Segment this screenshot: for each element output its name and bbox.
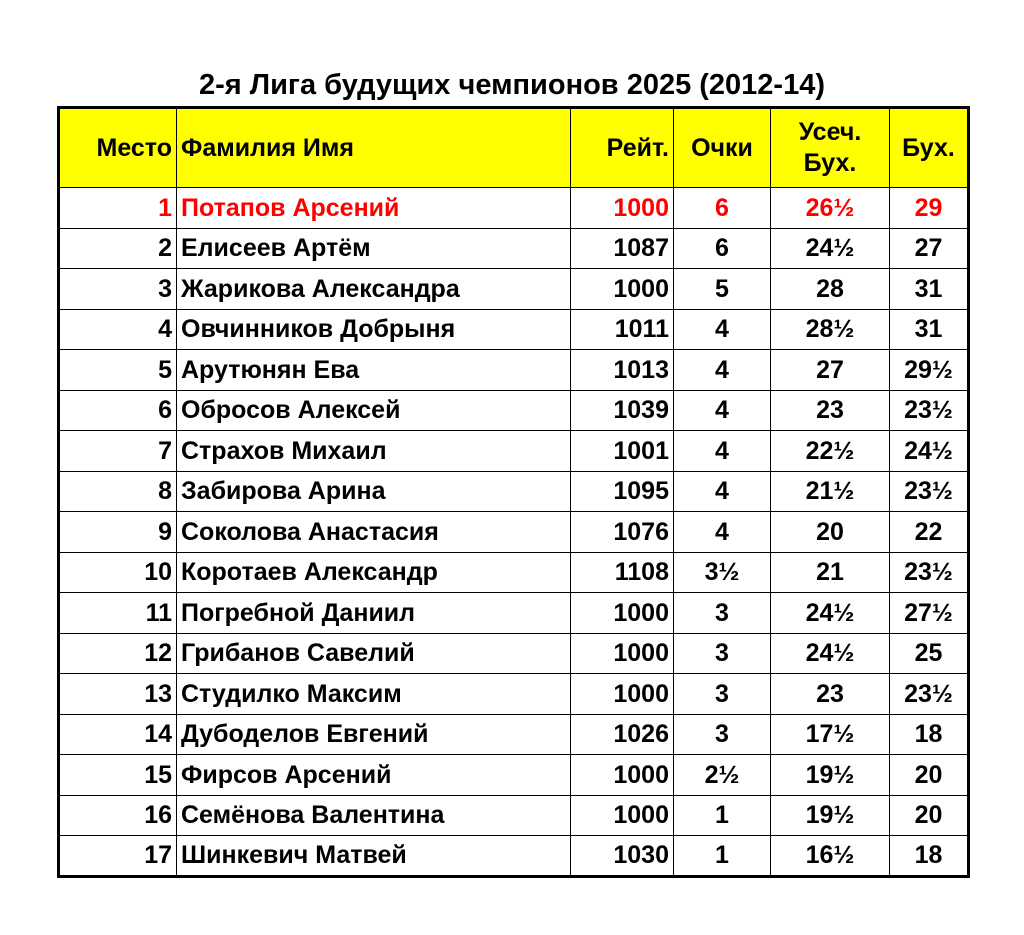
cell-truncated-buchholz: 23 xyxy=(771,674,890,715)
cell-buchholz: 29 xyxy=(890,188,969,229)
cell-buchholz: 23½ xyxy=(890,552,969,593)
table-row xyxy=(59,552,969,593)
cell-place: 4 xyxy=(59,309,177,350)
cell-points: 4 xyxy=(674,390,771,431)
cell-rating: 1087 xyxy=(571,228,674,269)
cell-rating: 1011 xyxy=(571,309,674,350)
cell-truncated-buchholz: 19½ xyxy=(771,795,890,836)
cell-truncated-buchholz: 21 xyxy=(771,552,890,593)
cell-points: 3½ xyxy=(674,552,771,593)
cell-buchholz: 25 xyxy=(890,633,969,674)
cell-buchholz: 23½ xyxy=(890,390,969,431)
header-buchholz: Бух. xyxy=(890,108,969,188)
cell-truncated-buchholz: 27 xyxy=(771,350,890,391)
cell-buchholz: 20 xyxy=(890,755,969,796)
header-truncated-line2: Бух. xyxy=(803,149,857,177)
table-row xyxy=(59,795,969,836)
cell-truncated-buchholz: 24½ xyxy=(771,633,890,674)
cell-place: 12 xyxy=(59,633,177,674)
cell-buchholz: 27 xyxy=(890,228,969,269)
header-truncated-line1: Усеч. xyxy=(798,118,862,146)
table-row xyxy=(59,633,969,674)
cell-name: Коротаев Александр xyxy=(177,552,571,593)
cell-points: 4 xyxy=(674,350,771,391)
cell-rating: 1095 xyxy=(571,471,674,512)
cell-place: 11 xyxy=(59,593,177,634)
cell-points: 3 xyxy=(674,714,771,755)
table-row xyxy=(59,593,969,634)
cell-place: 14 xyxy=(59,714,177,755)
cell-rating: 1030 xyxy=(571,836,674,877)
table-row xyxy=(59,512,969,553)
cell-rating: 1000 xyxy=(571,674,674,715)
cell-name: Овчинников Добрыня xyxy=(177,309,571,350)
cell-points: 6 xyxy=(674,228,771,269)
cell-rating: 1026 xyxy=(571,714,674,755)
table-row xyxy=(59,714,969,755)
table-row xyxy=(59,755,969,796)
cell-place: 15 xyxy=(59,755,177,796)
table-row xyxy=(59,390,969,431)
cell-truncated-buchholz: 26½ xyxy=(771,188,890,229)
cell-points: 5 xyxy=(674,269,771,310)
cell-truncated-buchholz: 21½ xyxy=(771,471,890,512)
cell-buchholz: 20 xyxy=(890,795,969,836)
cell-truncated-buchholz: 22½ xyxy=(771,431,890,472)
cell-points: 4 xyxy=(674,471,771,512)
standings-table xyxy=(57,106,970,878)
cell-name: Арутюнян Ева xyxy=(177,350,571,391)
table-row xyxy=(59,309,969,350)
cell-rating: 1108 xyxy=(571,552,674,593)
cell-place: 2 xyxy=(59,228,177,269)
cell-name: Шинкевич Матвей xyxy=(177,836,571,877)
table-row xyxy=(59,228,969,269)
cell-name: Семёнова Валентина xyxy=(177,795,571,836)
cell-place: 1 xyxy=(59,188,177,229)
cell-place: 5 xyxy=(59,350,177,391)
cell-rating: 1000 xyxy=(571,795,674,836)
cell-buchholz: 31 xyxy=(890,269,969,310)
cell-buchholz: 23½ xyxy=(890,471,969,512)
cell-buchholz: 27½ xyxy=(890,593,969,634)
header-place: Место xyxy=(59,108,177,188)
table-title: 2-я Лига будущих чемпионов 2025 (2012-14) xyxy=(198,69,826,101)
header-rating: Рейт. xyxy=(571,108,674,188)
cell-rating: 1001 xyxy=(571,431,674,472)
cell-truncated-buchholz: 28½ xyxy=(771,309,890,350)
cell-place: 7 xyxy=(59,431,177,472)
cell-rating: 1000 xyxy=(571,269,674,310)
cell-buchholz: 31 xyxy=(890,309,969,350)
cell-name: Фирсов Арсений xyxy=(177,755,571,796)
header-row xyxy=(59,108,969,188)
cell-name: Забирова Арина xyxy=(177,471,571,512)
cell-rating: 1000 xyxy=(571,633,674,674)
cell-name: Елисеев Артём xyxy=(177,228,571,269)
cell-place: 16 xyxy=(59,795,177,836)
cell-buchholz: 23½ xyxy=(890,674,969,715)
cell-name: Обросов Алексей xyxy=(177,390,571,431)
cell-name: Погребной Даниил xyxy=(177,593,571,634)
cell-points: 4 xyxy=(674,309,771,350)
cell-points: 3 xyxy=(674,593,771,634)
cell-rating: 1000 xyxy=(571,188,674,229)
cell-buchholz: 18 xyxy=(890,714,969,755)
cell-name: Потапов Арсений xyxy=(177,188,571,229)
cell-rating: 1039 xyxy=(571,390,674,431)
cell-place: 17 xyxy=(59,836,177,877)
cell-place: 8 xyxy=(59,471,177,512)
cell-name: Жарикова Александра xyxy=(177,269,571,310)
table-row xyxy=(59,836,969,877)
cell-buchholz: 24½ xyxy=(890,431,969,472)
cell-name: Грибанов Савелий xyxy=(177,633,571,674)
cell-place: 6 xyxy=(59,390,177,431)
cell-truncated-buchholz: 24½ xyxy=(771,593,890,634)
cell-name: Студилко Максим xyxy=(177,674,571,715)
table-row xyxy=(59,350,969,391)
cell-truncated-buchholz: 16½ xyxy=(771,836,890,877)
cell-place: 3 xyxy=(59,269,177,310)
cell-buchholz: 18 xyxy=(890,836,969,877)
cell-rating: 1000 xyxy=(571,755,674,796)
cell-name: Страхов Михаил xyxy=(177,431,571,472)
header-truncated-buchholz xyxy=(771,108,890,188)
cell-points: 1 xyxy=(674,795,771,836)
cell-points: 3 xyxy=(674,633,771,674)
cell-points: 4 xyxy=(674,512,771,553)
cell-name: Соколова Анастасия xyxy=(177,512,571,553)
cell-truncated-buchholz: 28 xyxy=(771,269,890,310)
cell-points: 4 xyxy=(674,431,771,472)
cell-truncated-buchholz: 24½ xyxy=(771,228,890,269)
cell-truncated-buchholz: 20 xyxy=(771,512,890,553)
cell-place: 9 xyxy=(59,512,177,553)
table-row xyxy=(59,431,969,472)
cell-truncated-buchholz: 23 xyxy=(771,390,890,431)
table-row xyxy=(59,269,969,310)
cell-name: Дубоделов Евгений xyxy=(177,714,571,755)
cell-truncated-buchholz: 19½ xyxy=(771,755,890,796)
header-points: Очки xyxy=(674,108,771,188)
table-row xyxy=(59,471,969,512)
cell-buchholz: 22 xyxy=(890,512,969,553)
cell-truncated-buchholz: 17½ xyxy=(771,714,890,755)
cell-points: 6 xyxy=(674,188,771,229)
cell-rating: 1076 xyxy=(571,512,674,553)
cell-points: 2½ xyxy=(674,755,771,796)
cell-points: 3 xyxy=(674,674,771,715)
table-row xyxy=(59,188,969,229)
table-row xyxy=(59,674,969,715)
header-name: Фамилия Имя xyxy=(177,108,571,188)
cell-points: 1 xyxy=(674,836,771,877)
cell-rating: 1013 xyxy=(571,350,674,391)
cell-buchholz: 29½ xyxy=(890,350,969,391)
cell-rating: 1000 xyxy=(571,593,674,634)
cell-place: 13 xyxy=(59,674,177,715)
cell-place: 10 xyxy=(59,552,177,593)
